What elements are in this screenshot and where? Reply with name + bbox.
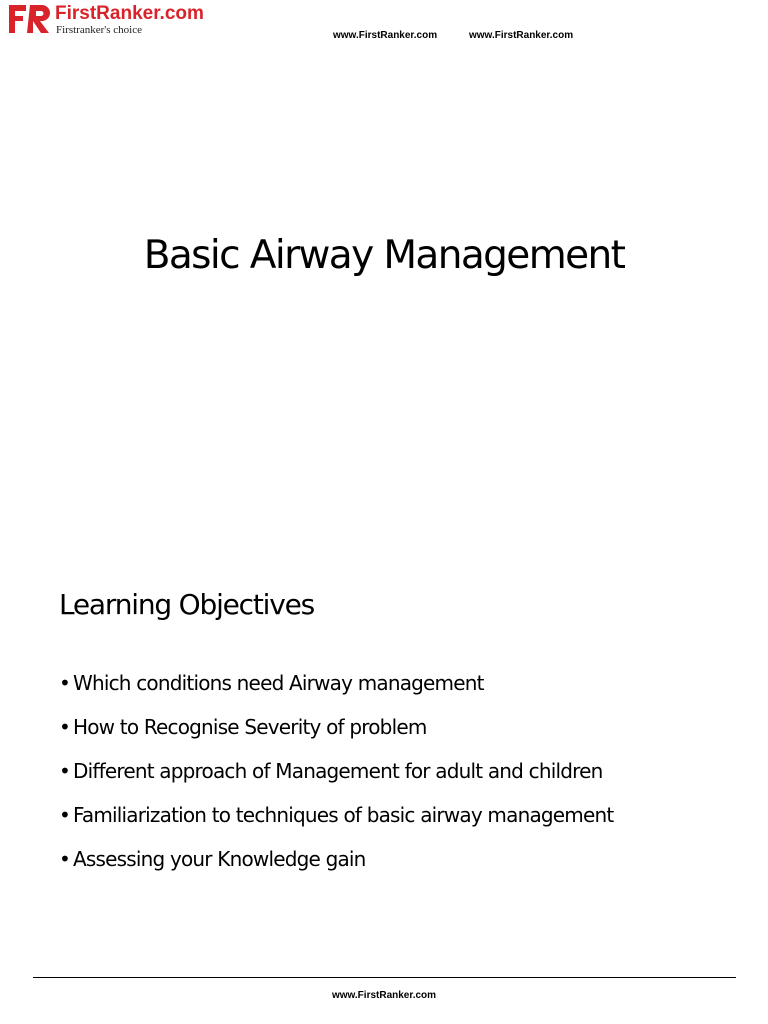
list-item-text: Familiarization to techniques of basic airway management bbox=[73, 803, 614, 827]
bullet: • bbox=[59, 759, 70, 783]
firstranker-logo bbox=[8, 2, 208, 38]
list-item bbox=[59, 712, 613, 742]
bullet: • bbox=[59, 715, 70, 739]
list-item-text: Different approach of Management for adult and children bbox=[73, 759, 603, 783]
footer-link-firstranker[interactable]: www.FirstRanker.com bbox=[331, 990, 437, 1001]
objectives-heading: Learning Objectives bbox=[59, 588, 315, 621]
fr-logo-mark-icon bbox=[8, 3, 52, 35]
bullet: • bbox=[59, 847, 70, 871]
list-item bbox=[59, 668, 613, 698]
bullet: • bbox=[59, 671, 70, 695]
list-item-text: Which conditions need Airway management bbox=[73, 671, 484, 695]
bullet: • bbox=[59, 803, 70, 827]
objectives-list bbox=[59, 668, 613, 888]
page-title: Basic Airway Management bbox=[143, 233, 625, 278]
header-link-firstranker[interactable]: www.FirstRanker.com bbox=[333, 30, 438, 41]
list-item bbox=[59, 800, 613, 830]
list-item-text: Assessing your Knowledge gain bbox=[73, 847, 366, 871]
logo-tagline: Firstranker's choice bbox=[56, 24, 142, 36]
logo-brand-text: FirstRanker.com bbox=[55, 3, 204, 24]
list-item bbox=[59, 756, 613, 786]
list-item-text: How to Recognise Severity of problem bbox=[73, 715, 427, 739]
list-item bbox=[59, 844, 613, 874]
header-link-firstranker[interactable]: www.FirstRanker.com bbox=[469, 30, 574, 41]
footer-divider bbox=[33, 977, 736, 978]
